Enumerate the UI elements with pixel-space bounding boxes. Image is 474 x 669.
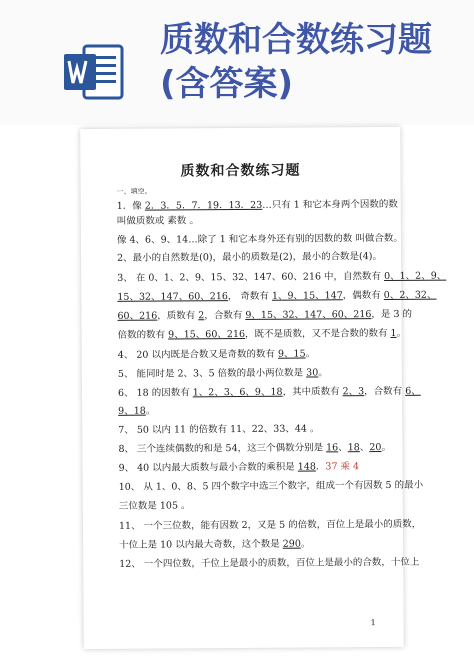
- q1-line-2: [117, 215, 199, 228]
- q11-text: 11、 一个三位数，能有因数 2，又是 5 的倍数，百位上是最小的质数，: [118, 518, 422, 532]
- q9-text-2: ．: [315, 461, 326, 473]
- q10-text-2: 三位数是 105 。: [118, 500, 191, 512]
- banner-title-line1: 质数和合数练习题: [160, 20, 432, 60]
- q3-text-6: ，是 3 的: [371, 308, 413, 321]
- q3-answer-9: 1: [390, 327, 397, 339]
- q6-line: [118, 386, 421, 400]
- q2-text: 2、最小的自然数是(0)，最小的质数是(2)，最小的合数是(4)。: [117, 251, 383, 264]
- q8-line: [118, 442, 391, 456]
- q6-text-3: ，合数有: [364, 385, 406, 398]
- q3-answer-6: 2: [198, 310, 205, 322]
- q9-line: [119, 461, 360, 475]
- q6-text-2: ，其中质数有: [282, 386, 343, 398]
- q3-text-8: ，既不是质数，又不是合数的数有: [244, 327, 391, 340]
- q6-answer-2: 2、3: [342, 386, 365, 398]
- q3-line-3: [117, 309, 412, 323]
- q3-text-9: 。: [396, 327, 407, 339]
- q8-answer: 16: [326, 442, 339, 454]
- document-title: 质数和合数练习题: [180, 162, 301, 180]
- q8-text-4: 。: [381, 441, 391, 454]
- q9-red-note: 37 乘 4: [325, 461, 360, 473]
- q3-answer-8: 9、15、60、216: [168, 328, 246, 341]
- q11-line: [119, 519, 421, 533]
- q3-answer: 0、1、2、9、: [384, 270, 447, 283]
- q9-answer: 148: [297, 461, 316, 473]
- q3-line: [117, 271, 446, 285]
- q6-text: 6、 18 的因数有: [117, 387, 193, 399]
- q5-line: [118, 367, 328, 380]
- q11-text-3: 。: [300, 538, 311, 550]
- q3-answer-7: 9、15、32、147、60、216: [245, 309, 372, 321]
- q11-line-2: [119, 539, 310, 552]
- q1-line-3: [117, 233, 403, 247]
- header-banner: [0, 0, 474, 125]
- q3-answer-3: 1、9、15、147: [271, 290, 343, 302]
- q5-answer: 30: [306, 367, 319, 379]
- q3-answer-2: 15、32、147、60、216: [117, 291, 228, 303]
- banner-title: [160, 18, 470, 106]
- q3-answer-5: 60、216: [117, 310, 158, 322]
- q6-answer-4: 9、18: [118, 405, 146, 417]
- q8-text-2: 、: [338, 442, 348, 454]
- q9-text: 9、 40 以内最大质数与最小合数的乘积是: [118, 461, 298, 474]
- q11-text-2: 十位上是 10 以内最大奇数，这个数是: [119, 538, 283, 551]
- q8-answer-3: 20: [369, 442, 382, 454]
- q3-text-5: ，合数有: [204, 309, 246, 322]
- q7-text: 7、 50 以内 11 的倍数有 11、22、33、44 。: [118, 423, 320, 436]
- banner-title-line2: (含答案): [160, 64, 294, 104]
- q3-text-3: ，偶数有: [342, 290, 384, 302]
- q3-line-4: [118, 328, 407, 342]
- q11-answer: 290: [282, 538, 301, 550]
- q10-line: [119, 480, 423, 494]
- q3-line-2: [117, 290, 436, 304]
- q1-text-3: 叫做质数或 素数 。: [116, 215, 199, 227]
- q1-line: [117, 199, 398, 213]
- q6-answer-3: 6、: [405, 385, 421, 397]
- q8-answer-2: 18: [347, 442, 360, 454]
- q3-answer-4: 0、2、32、: [383, 289, 437, 302]
- q6-line-2: [118, 406, 155, 418]
- q4-answer: 9、15: [277, 348, 306, 360]
- section-label: 一、填空。: [116, 187, 152, 196]
- q8-text: 8、 三个连续偶数的和是 54，这三个偶数分别是: [118, 442, 327, 455]
- q3-text-4: ，质数有: [157, 310, 199, 322]
- document-page: [80, 127, 447, 649]
- q6-answer: 1、2、3、6、9、18: [192, 386, 283, 399]
- q5-text-2: 。: [318, 367, 328, 379]
- page-number: 1: [370, 618, 376, 628]
- q12-text: 12、 一个四位数，千位上是最小的质数，百位上是最小的合数，十位上: [119, 556, 420, 570]
- q4-line: [118, 348, 315, 361]
- word-icon: [62, 40, 126, 104]
- q1-text-4: 像 4、6、9、14…除了 1 和它本身外还有别的因数的数 叫做合数。: [116, 232, 403, 246]
- q1-answer: 2．3．5．7．19．13．23: [144, 199, 263, 212]
- q1-text-2: …只有 1 和它本身两个因数的数: [262, 198, 398, 211]
- q4-text-2: 。: [305, 348, 316, 360]
- q2-line: [117, 251, 382, 265]
- q10-text: 10、 从 1、0、8、5 四个数字中选三个数字，组成一个有因数 5 的最小: [118, 479, 424, 493]
- q10-line-2: [119, 500, 191, 513]
- q8-text-3: 、: [359, 442, 370, 454]
- q3-text-2: ， 奇数有: [227, 290, 272, 303]
- q3-text: 3、 在 0、1、2、9、15、32、147、60、216 中，自然数有: [117, 271, 385, 284]
- q12-line: [119, 557, 419, 571]
- q4-text: 4、 20 以内既是合数又是奇数的数有: [117, 348, 279, 361]
- q1-text: 1．像: [116, 200, 145, 212]
- q5-text: 5、 能同时是 2、3、5 倍数的最小两位数是: [117, 367, 307, 380]
- q3-text-7: 倍数的数有: [117, 329, 169, 341]
- q7-line: [118, 423, 319, 436]
- q6-text-4: 。: [145, 405, 156, 417]
